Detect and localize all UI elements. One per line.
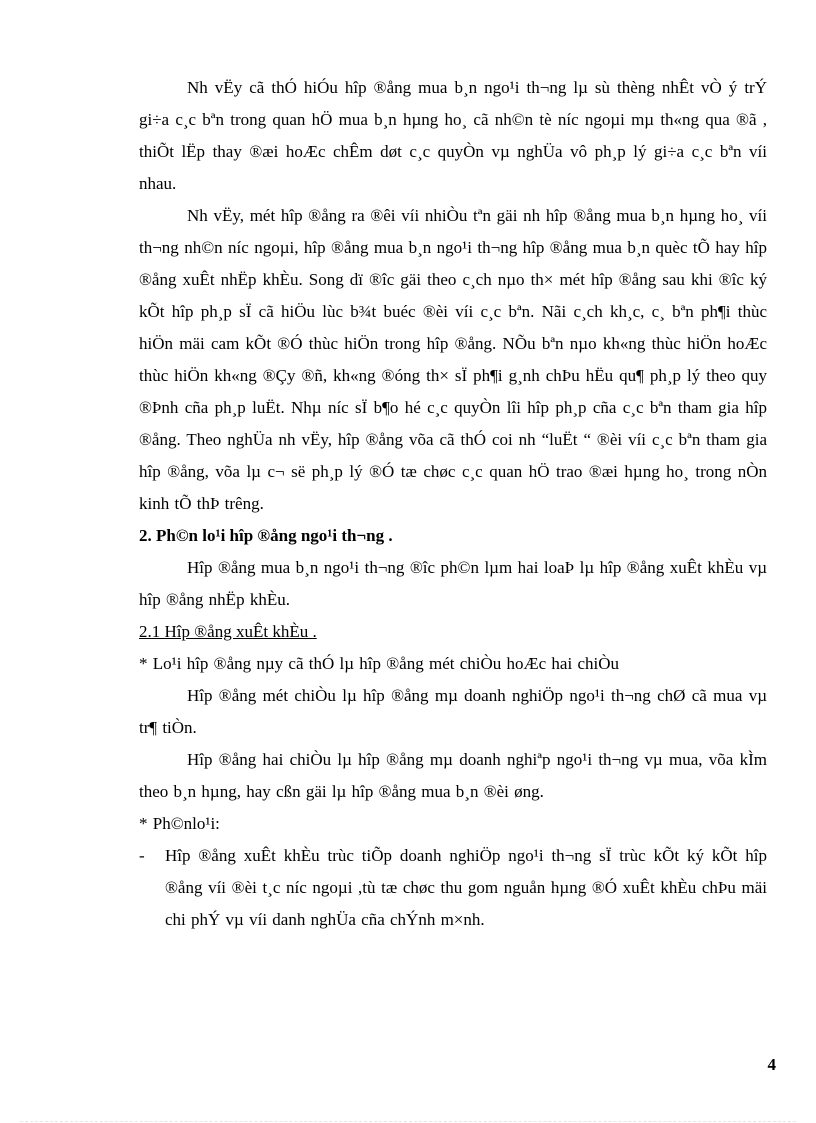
paragraph-definition: Nh vËy cã thÓ hiÓu hîp ®ång mua b¸n ngo¹i th¬ng lµ sù thèng nhÊt vÒ ý trÝ gi÷a c¸c bªn trong quan hÖ mua b¸n hµng ho¸ cã nh©n tè níc ngoµi mµ th«ng qua ®ã , thiÕt lËp thay ®æi hoÆc chÊm døt c¸c quyÒn vµ nghÜa vô ph¸p lý gi÷a c¸c bªn víi nhau.	[139, 78, 767, 193]
section-heading: 2. Ph©n lo¹i hîp ®ång ngo¹i th¬ng .	[139, 526, 393, 545]
dash-marker: -	[139, 846, 145, 865]
page-content	[139, 72, 767, 936]
paragraph-legal-effect: Nh vËy, mét hîp ®ång ra ®êi víi nhiÒu tªn gäi nh hîp ®ång mua b¸n hµng ho¸ víi th¬ng nh©n níc ngoµi, hîp ®ång mua b¸n ngo¹i th¬ng hîp ®ång mua b¸n quèc tÕ hay hîp ®ång xuÊt nhËp khÈu. Song dï ®îc gäi theo c¸ch nµo th× mét hîp ®ång sau khi ®îc ký kÕt hîp ph¸p sÏ cã hiÖu lùc b¾t buéc ®èi víi c¸c bªn. Nãi c¸ch kh¸c, c¸ bªn ph¶i thùc hiÖn mäi cam kÕt ®Ó thùc hiÖn trong hîp ®ång. NÕu bªn nµo kh«ng thùc hiÖn hoÆc thùc hiÖn kh«ng ®Çy ®ñ, kh«ng ®óng th× sÏ ph¶i g¸nh chÞu hËu qu¶ ph¸p lý theo quy ®Þnh cña ph¸p luËt. Nhµ níc sÏ b¶o hé c¸c quyÒn lîi hîp ph¸p cña c¸c bªn tham gia hîp ®ång. Theo nghÜa nh vËy, hîp ®ång võa cã thÓ coi nh “luËt “ ®èi víi c¸c bªn tham gia hîp ®ång, võa lµ c¬ së ph¸p lý ®Ó tæ chøc c¸c quan hÖ trao ®æi hµng ho¸ trong nÒn kinh tÕ thÞ trêng.	[139, 206, 767, 513]
list-item-text: Hîp ®ång xuÊt khÈu trùc tiÕp doanh nghiÖp ngo¹i th¬ng sÏ trùc kÕt ký kÕt hîp ®ång víi ®èi t¸c níc ngoµi ,tù tæ chøc thu gom nguån hµng ®Ó xuÊt khÈu chÞu mäi chi phÝ vµ víi danh nghÜa cña chÝnh m×nh.	[165, 846, 767, 929]
bullet-contract-type: * Lo¹i hîp ®ång nµy cã thÓ lµ hîp ®ång mét chiÒu hoÆc hai chiÒu	[139, 654, 619, 673]
bullet-classification: * Ph©nlo¹i:	[139, 814, 220, 833]
page-number: 4	[767, 1055, 776, 1074]
paragraph-classification: Hîp ®ång mua b¸n ngo¹i th¬ng ®îc ph©n lµm hai loaÞ lµ hîp ®ång xuÊt khÈu vµ hîp ®ång nhËp khÈu.	[139, 558, 767, 609]
paragraph-one-way-contract: Hîp ®ång mét chiÒu lµ hîp ®ång mµ doanh nghiÖp ngo¹i th¬ng chØ cã mua vµ tr¶ tiÒn.	[139, 686, 767, 737]
list-item	[139, 840, 767, 936]
paragraph-two-way-contract: Hîp ®ång hai chiÒu lµ hîp ®ång mµ doanh nghiªp ngo¹i th¬ng vµ mua, võa kÌm theo b¸n hµng, hay cßn gäi lµ hîp ®ång mua b¸n ®èi øng.	[139, 750, 767, 801]
subsection-heading: 2.1 Hîp ®ång xuÊt khÈu .	[139, 622, 317, 641]
page-bottom-divider	[20, 1121, 796, 1122]
